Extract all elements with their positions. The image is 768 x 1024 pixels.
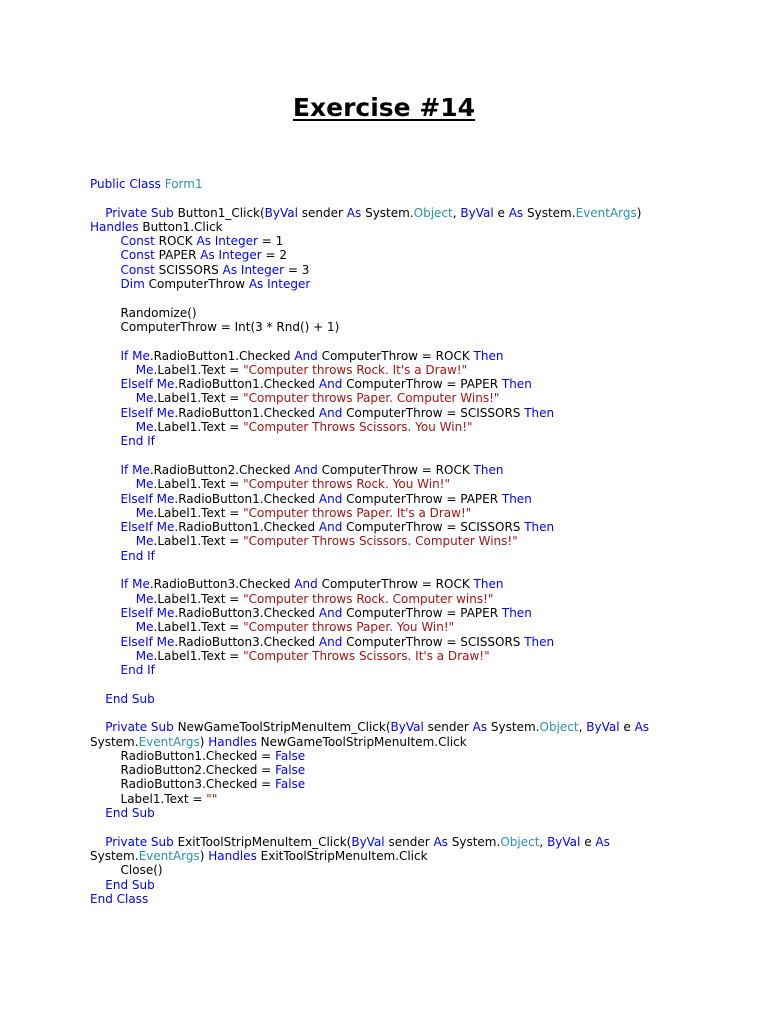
code-token: e: [619, 720, 635, 735]
code-token: ComputerThrow = ROCK: [317, 462, 474, 477]
code-token: .RadioButton3.Checked: [149, 577, 295, 592]
code-token: ): [199, 848, 209, 863]
code-token: Me: [135, 620, 154, 635]
code-token: Me: [135, 505, 154, 520]
code-token: Label1.Text =: [90, 791, 207, 806]
code-token: [90, 463, 121, 477]
code-token: False: [275, 777, 306, 792]
code-token: Me: [135, 362, 154, 377]
code-token: Private Sub: [90, 834, 178, 849]
code-token: [90, 520, 121, 534]
code-token: "Computer throws Paper. Computer Wins!": [243, 391, 500, 406]
code-token: And: [294, 462, 318, 477]
code-token: ,: [578, 720, 587, 735]
code-line: [90, 177, 690, 191]
code-token: And: [318, 405, 343, 420]
code-token: ComputerThrow = PAPER: [342, 605, 502, 620]
code-line: [90, 549, 690, 563]
code-token: .Label1.Text =: [153, 591, 244, 606]
code-token: ComputerThrow = SCISSORS: [342, 520, 525, 535]
code-token: As Integer: [200, 248, 262, 263]
code-token: ElseIf Me: [120, 634, 175, 649]
code-token: ComputerThrow = ROCK: [317, 577, 474, 592]
code-token: [90, 606, 121, 620]
code-token: [90, 477, 136, 491]
code-token: System.: [523, 205, 576, 220]
code-token: Private Sub: [90, 205, 178, 220]
code-token: And: [294, 348, 318, 363]
code-token: System.: [361, 205, 414, 220]
code-line: [90, 434, 690, 448]
code-token: sender: [384, 834, 434, 849]
code-token: [90, 406, 121, 420]
code-token: .Label1.Text =: [153, 620, 244, 635]
code-token: Me: [135, 648, 154, 663]
code-token: NewGameToolStripMenuItem_Click(: [177, 720, 391, 735]
code-token: End If: [120, 434, 155, 449]
code-line: [90, 306, 690, 320]
code-line: [90, 220, 690, 234]
code-line: [90, 592, 690, 606]
code-line: [90, 363, 690, 377]
code-token: .RadioButton3.Checked: [174, 605, 319, 620]
code-token: "Computer Throws Scissors. It's a Draw!": [243, 648, 490, 663]
code-token: Then: [524, 634, 555, 649]
code-line: [90, 391, 690, 405]
code-line: [90, 534, 690, 548]
code-token: sender: [423, 720, 473, 735]
code-token: [90, 649, 136, 663]
code-token: Handles: [208, 734, 257, 749]
code-line: [90, 720, 690, 734]
code-token: .RadioButton1.Checked: [174, 520, 319, 535]
code-token: As: [634, 720, 650, 735]
code-token: ComputerThrow: [144, 277, 249, 292]
code-token: ,: [539, 834, 548, 849]
code-token: ComputerThrow = ROCK: [317, 348, 474, 363]
code-token: Object: [539, 720, 579, 735]
code-token: ExitToolStripMenuItem_Click(: [177, 834, 352, 849]
code-token: If Me: [120, 577, 150, 592]
code-token: As: [595, 834, 610, 849]
code-token: As: [508, 205, 524, 220]
code-token: [90, 549, 121, 563]
code-token: "Computer throws Rock. You Win!": [243, 477, 451, 492]
code-token: ElseIf Me: [120, 520, 175, 535]
code-token: ElseIf Me: [120, 605, 175, 620]
code-line: [90, 420, 690, 434]
code-line: [90, 849, 690, 863]
code-token: End Sub: [90, 806, 155, 821]
code-token: End Sub: [90, 877, 155, 892]
code-listing: [90, 177, 690, 906]
code-token: Close(): [90, 863, 163, 878]
code-token: ): [199, 734, 209, 749]
code-token: Private Sub: [90, 720, 178, 735]
code-line: [90, 749, 690, 763]
blank-line: [90, 820, 690, 834]
code-token: Then: [524, 405, 555, 420]
code-token: "Computer throws Rock. Computer wins!": [243, 591, 494, 606]
code-token: EventArgs: [138, 848, 200, 863]
code-token: [90, 592, 136, 606]
code-token: End If: [120, 548, 155, 563]
code-token: EventArgs: [575, 205, 637, 220]
code-token: .RadioButton1.Checked: [149, 348, 295, 363]
code-token: ComputerThrow = SCISSORS: [342, 634, 525, 649]
code-token: False: [275, 748, 306, 763]
code-token: End Sub: [90, 691, 155, 706]
code-token: ComputerThrow = Int(3 * Rnd() + 1): [90, 319, 340, 334]
code-line: [90, 763, 690, 777]
code-token: System.: [447, 834, 501, 849]
code-token: If Me: [120, 462, 150, 477]
code-token: ExitToolStripMenuItem.Click: [256, 848, 428, 863]
code-token: .RadioButton1.Checked: [174, 405, 319, 420]
code-line: [90, 349, 690, 363]
code-token: .RadioButton2.Checked: [149, 462, 295, 477]
code-token: "": [206, 791, 218, 806]
code-line: [90, 620, 690, 634]
code-token: .RadioButton1.Checked: [174, 491, 319, 506]
code-token: "Computer throws Paper. It's a Draw!": [243, 505, 472, 520]
code-token: End If: [120, 663, 155, 678]
code-token: Me: [135, 420, 154, 435]
code-token: e: [580, 834, 596, 849]
code-token: Object: [500, 834, 540, 849]
code-token: [90, 248, 121, 262]
code-token: .Label1.Text =: [153, 505, 244, 520]
code-line: [90, 835, 690, 849]
code-token: If Me: [120, 348, 150, 363]
blank-line: [90, 334, 690, 348]
code-line: [90, 492, 690, 506]
code-token: System.: [90, 734, 139, 749]
code-token: ElseIf Me: [120, 405, 175, 420]
code-token: Const: [120, 234, 155, 249]
blank-line: [90, 677, 690, 691]
code-line: [90, 606, 690, 620]
code-token: ByVal: [351, 834, 385, 849]
code-token: Button1_Click(: [177, 205, 265, 220]
code-line: [90, 863, 690, 877]
code-token: And: [318, 491, 343, 506]
code-token: e: [493, 205, 509, 220]
code-token: ByVal: [547, 834, 581, 849]
code-token: And: [318, 520, 343, 535]
code-token: Object: [413, 205, 453, 220]
code-token: As Integer: [196, 234, 258, 249]
code-token: Handles: [208, 848, 257, 863]
blank-line: [90, 191, 690, 205]
code-line: [90, 649, 690, 663]
code-token: ): [636, 205, 642, 220]
code-token: [90, 577, 121, 591]
code-token: NewGameToolStripMenuItem.Click: [256, 734, 467, 749]
code-token: Button1.Click: [138, 219, 223, 234]
code-token: RadioButton3.Checked =: [90, 777, 276, 792]
code-token: .Label1.Text =: [153, 648, 244, 663]
page-title: Exercise #14: [292, 93, 476, 122]
code-token: [90, 349, 121, 363]
code-line: [90, 320, 690, 334]
code-token: [90, 420, 136, 434]
code-token: And: [318, 634, 343, 649]
code-token: [90, 492, 121, 506]
code-token: Me: [135, 391, 154, 406]
code-token: [90, 377, 121, 391]
code-token: False: [275, 763, 306, 778]
code-token: = 2: [261, 248, 288, 263]
code-token: Public Class: [90, 177, 165, 191]
code-line: [90, 234, 690, 248]
code-token: ByVal: [586, 720, 620, 735]
code-token: And: [318, 377, 343, 392]
code-token: .RadioButton1.Checked: [174, 377, 319, 392]
code-token: EventArgs: [138, 734, 200, 749]
code-token: = 3: [284, 262, 310, 277]
code-token: .Label1.Text =: [153, 477, 244, 492]
blank-line: [90, 706, 690, 720]
code-line: [90, 463, 690, 477]
code-token: ,: [452, 205, 461, 220]
code-token: RadioButton2.Checked =: [90, 763, 276, 778]
code-line: [90, 263, 690, 277]
code-token: [90, 663, 121, 677]
code-token: Randomize(): [90, 305, 197, 320]
code-token: PAPER: [154, 248, 201, 263]
code-line: [90, 377, 690, 391]
code-token: [90, 620, 136, 634]
code-token: As Integer: [222, 262, 285, 277]
code-token: ElseIf Me: [120, 377, 175, 392]
code-token: Handles: [90, 219, 139, 234]
code-token: "Computer Throws Scissors. Computer Wins!": [243, 534, 518, 549]
code-token: And: [294, 577, 318, 592]
code-line: [90, 892, 690, 906]
code-token: "Computer Throws Scissors. You Win!": [243, 420, 473, 435]
code-token: "Computer throws Rock. It's a Draw!": [243, 362, 468, 377]
code-token: [90, 363, 136, 377]
code-line: [90, 248, 690, 262]
code-line: [90, 663, 690, 677]
code-token: "Computer throws Paper. You Win!": [243, 620, 455, 635]
code-token: Const: [120, 262, 155, 277]
code-token: = 1: [257, 234, 284, 249]
blank-line: [90, 449, 690, 463]
code-token: RadioButton1.Checked =: [90, 748, 276, 763]
code-token: Then: [473, 462, 504, 477]
code-token: As Integer: [248, 277, 311, 292]
code-token: ByVal: [390, 720, 424, 735]
code-token: sender: [297, 205, 347, 220]
code-token: As: [472, 720, 488, 735]
code-line: [90, 577, 690, 591]
code-line: [90, 806, 690, 820]
code-token: ByVal: [264, 205, 298, 220]
code-token: As: [433, 834, 448, 849]
code-line: [90, 635, 690, 649]
code-token: Form1: [164, 177, 203, 191]
code-line: [90, 206, 690, 220]
code-token: ElseIf Me: [120, 491, 175, 506]
code-token: ByVal: [460, 205, 494, 220]
code-token: SCISSORS: [154, 262, 223, 277]
code-line: [90, 692, 690, 706]
code-token: Const: [120, 248, 155, 263]
code-token: [90, 277, 121, 291]
code-line: [90, 878, 690, 892]
code-line: [90, 792, 690, 806]
code-token: .Label1.Text =: [153, 362, 244, 377]
code-token: Then: [501, 491, 532, 506]
code-token: [90, 635, 121, 649]
code-token: Then: [473, 577, 504, 592]
code-token: As: [346, 205, 362, 220]
code-line: [90, 406, 690, 420]
code-token: Dim: [120, 277, 145, 292]
code-token: .Label1.Text =: [153, 420, 244, 435]
code-token: ROCK: [154, 234, 197, 249]
code-token: Me: [135, 534, 154, 549]
code-token: [90, 506, 136, 520]
code-token: ComputerThrow = SCISSORS: [342, 405, 525, 420]
code-token: Then: [501, 605, 532, 620]
code-line: [90, 777, 690, 791]
code-token: And: [318, 605, 343, 620]
code-line: [90, 520, 690, 534]
code-line: [90, 735, 690, 749]
code-token: [90, 534, 136, 548]
code-token: Then: [501, 377, 532, 392]
code-token: End Class: [90, 891, 149, 906]
code-token: System.: [487, 720, 540, 735]
code-token: .Label1.Text =: [153, 534, 244, 549]
code-token: .RadioButton3.Checked: [174, 634, 319, 649]
code-token: Me: [135, 477, 154, 492]
code-token: .Label1.Text =: [153, 391, 244, 406]
code-line: [90, 477, 690, 491]
code-token: Then: [524, 520, 555, 535]
code-token: ComputerThrow = PAPER: [342, 491, 502, 506]
code-token: [90, 234, 121, 248]
code-token: Then: [473, 348, 504, 363]
blank-line: [90, 291, 690, 305]
code-token: [90, 263, 121, 277]
blank-line: [90, 563, 690, 577]
code-line: [90, 506, 690, 520]
code-token: System.: [90, 848, 139, 863]
code-token: Me: [135, 591, 154, 606]
code-line: [90, 277, 690, 291]
code-token: [90, 434, 121, 448]
code-token: [90, 391, 136, 405]
code-token: ComputerThrow = PAPER: [342, 377, 502, 392]
